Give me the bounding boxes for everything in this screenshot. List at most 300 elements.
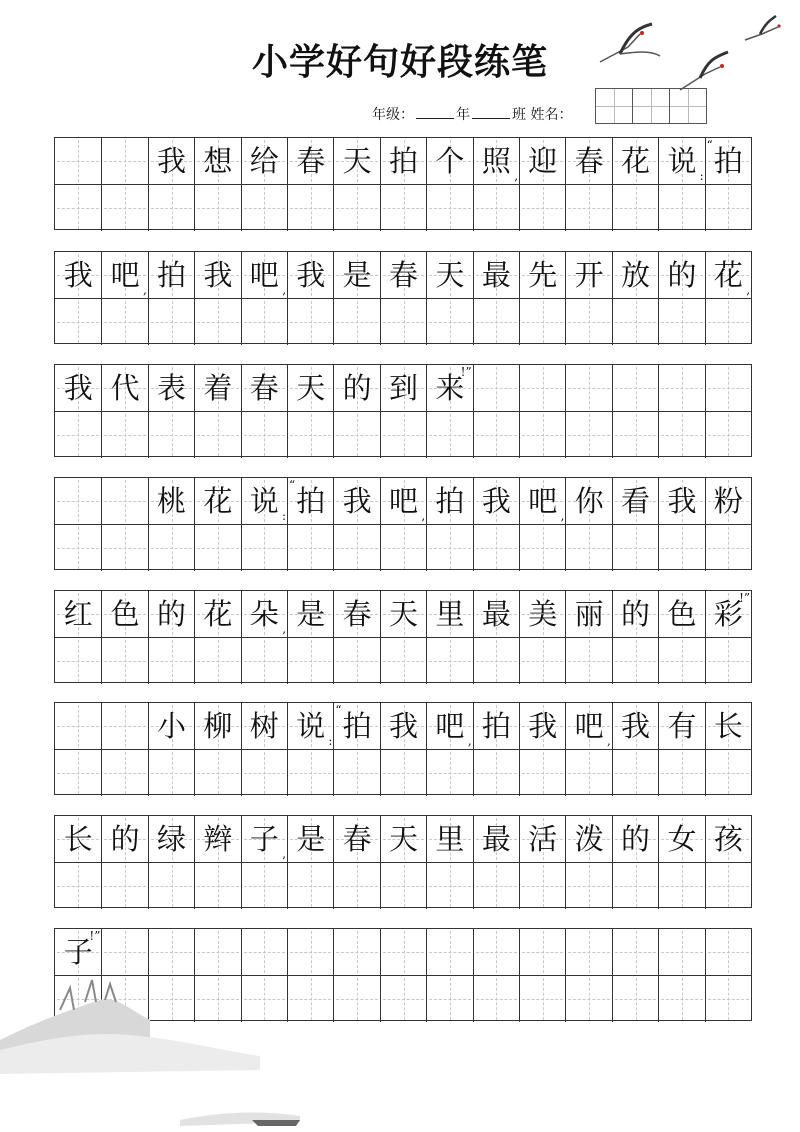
- grid-cell[interactable]: [565, 525, 611, 571]
- grid-cell[interactable]: [705, 929, 751, 975]
- grid-cell[interactable]: [473, 138, 519, 184]
- grid-cell[interactable]: [612, 525, 658, 571]
- grid-cell[interactable]: [612, 703, 658, 749]
- grid-cell[interactable]: [380, 252, 426, 298]
- character-glyph: 给: [249, 143, 279, 178]
- grid-cell[interactable]: [380, 412, 426, 458]
- grid-cell[interactable]: [519, 478, 565, 524]
- grid-character: [520, 138, 565, 184]
- grid-cell[interactable]: [55, 863, 101, 909]
- character-glyph: 我: [342, 483, 372, 518]
- grid-cell[interactable]: [380, 591, 426, 637]
- grid-cell[interactable]: [473, 750, 519, 796]
- grid-cell[interactable]: [333, 365, 379, 411]
- grid-character: [706, 591, 751, 637]
- grid-cell[interactable]: [194, 863, 240, 909]
- grid-cell[interactable]: [519, 252, 565, 298]
- grid-cell[interactable]: [101, 299, 147, 345]
- grid-cell[interactable]: [612, 863, 658, 909]
- grid-cell[interactable]: [705, 478, 751, 524]
- grid-cell[interactable]: [287, 929, 333, 975]
- grid-cell[interactable]: [473, 638, 519, 684]
- grid-cell[interactable]: [241, 252, 287, 298]
- grid-character: [334, 816, 379, 862]
- grid-cell[interactable]: [612, 929, 658, 975]
- grid-cell[interactable]: [473, 525, 519, 571]
- grid-cell[interactable]: [194, 138, 240, 184]
- grid-character: [55, 365, 101, 411]
- grid-cell[interactable]: [612, 478, 658, 524]
- grid-cell[interactable]: [194, 638, 240, 684]
- character-glyph: 最: [481, 821, 511, 856]
- grid-cell[interactable]: [241, 185, 287, 231]
- year-label: 年: [456, 107, 470, 123]
- grid-cell[interactable]: [426, 412, 472, 458]
- grid-cell[interactable]: [101, 185, 147, 231]
- grid-cell[interactable]: [612, 638, 658, 684]
- grid-cell[interactable]: [565, 299, 611, 345]
- grid-cell[interactable]: [148, 703, 194, 749]
- grid-cell[interactable]: [565, 703, 611, 749]
- grid-cell[interactable]: [194, 750, 240, 796]
- grid-cell[interactable]: [287, 525, 333, 571]
- grid-cell[interactable]: [55, 185, 101, 231]
- grid-character: [381, 591, 426, 637]
- writing-grid-row: [54, 477, 752, 570]
- character-glyph: 孩: [713, 821, 743, 856]
- grid-cell[interactable]: [101, 638, 147, 684]
- grid-cell[interactable]: [426, 185, 472, 231]
- grid-cell[interactable]: [473, 252, 519, 298]
- grid-cell[interactable]: [287, 591, 333, 637]
- grid-cell[interactable]: [194, 929, 240, 975]
- grid-cell[interactable]: [565, 816, 611, 862]
- grid-cell[interactable]: [194, 365, 240, 411]
- grid-cell[interactable]: [519, 863, 565, 909]
- grid-cell[interactable]: [426, 365, 472, 411]
- grid-cell[interactable]: [705, 252, 751, 298]
- grid-cell[interactable]: [658, 365, 704, 411]
- character-glyph: 桃: [156, 483, 186, 518]
- grid-cell[interactable]: [55, 365, 101, 411]
- grid-cell[interactable]: [241, 525, 287, 571]
- grid-cell[interactable]: [101, 703, 147, 749]
- grid-cell[interactable]: [565, 638, 611, 684]
- grid-character: [706, 703, 751, 749]
- grid-cell[interactable]: [148, 412, 194, 458]
- grid-cell[interactable]: [287, 863, 333, 909]
- grid-cell[interactable]: [658, 412, 704, 458]
- grid-character: [149, 591, 194, 637]
- grid-cell[interactable]: [658, 478, 704, 524]
- grid-character: [288, 703, 333, 749]
- grid-cell[interactable]: [333, 185, 379, 231]
- grid-cell[interactable]: [287, 365, 333, 411]
- writing-grid-row: [54, 364, 752, 457]
- character-glyph: 我: [156, 143, 186, 178]
- grid-cell[interactable]: [333, 638, 379, 684]
- grid-cell[interactable]: [241, 638, 287, 684]
- grid-cell[interactable]: [194, 816, 240, 862]
- grid-cell[interactable]: [55, 750, 101, 796]
- grid-cell[interactable]: [426, 976, 472, 1022]
- grid-cell[interactable]: [148, 299, 194, 345]
- grid-cell[interactable]: [658, 703, 704, 749]
- grid-cell[interactable]: [241, 412, 287, 458]
- grid-cell[interactable]: [426, 863, 472, 909]
- grid-cell[interactable]: [241, 365, 287, 411]
- grid-cell[interactable]: [101, 365, 147, 411]
- grid-character: [659, 816, 704, 862]
- grid-cell[interactable]: [148, 185, 194, 231]
- character-glyph: 吧: [528, 483, 558, 518]
- grid-cell[interactable]: [380, 365, 426, 411]
- grid-cell[interactable]: [565, 412, 611, 458]
- grid-cell[interactable]: [612, 816, 658, 862]
- grid-cell[interactable]: [194, 412, 240, 458]
- grid-cell[interactable]: [658, 299, 704, 345]
- grid-cell[interactable]: [705, 816, 751, 862]
- character-glyph: 的: [110, 821, 140, 856]
- grid-cell[interactable]: [55, 525, 101, 571]
- grid-cell[interactable]: [426, 591, 472, 637]
- grid-cell[interactable]: [241, 929, 287, 975]
- grid-cell[interactable]: [55, 138, 101, 184]
- grid-cell[interactable]: [658, 252, 704, 298]
- grid-cell[interactable]: [519, 412, 565, 458]
- grid-cell[interactable]: [658, 185, 704, 231]
- grid-cell[interactable]: [658, 138, 704, 184]
- grid-cell[interactable]: [473, 299, 519, 345]
- grid-cell[interactable]: [705, 750, 751, 796]
- character-glyph: 拍: [296, 483, 326, 518]
- grid-cell[interactable]: [658, 638, 704, 684]
- grid-cell[interactable]: [101, 478, 147, 524]
- character-glyph: 表: [156, 370, 186, 405]
- grid-cell[interactable]: [565, 591, 611, 637]
- grid-cell[interactable]: [333, 412, 379, 458]
- grid-character: [427, 591, 472, 637]
- grid-cell[interactable]: [426, 750, 472, 796]
- punctuation-mark: ,: [142, 283, 147, 297]
- grid-cell[interactable]: [101, 591, 147, 637]
- grid-cell[interactable]: [55, 299, 101, 345]
- grid-cell[interactable]: [612, 252, 658, 298]
- grid-cell[interactable]: [101, 863, 147, 909]
- grid-cell[interactable]: [612, 976, 658, 1022]
- grid-cell[interactable]: [565, 252, 611, 298]
- grid-cell[interactable]: [565, 976, 611, 1022]
- grid-cell[interactable]: [287, 703, 333, 749]
- grid-cell[interactable]: [426, 252, 472, 298]
- grid-cell[interactable]: [658, 525, 704, 571]
- grid-cell[interactable]: [333, 299, 379, 345]
- grid-cell[interactable]: [426, 703, 472, 749]
- character-glyph: 代: [110, 370, 140, 405]
- text-row: [55, 703, 751, 750]
- grid-cell[interactable]: [333, 478, 379, 524]
- grid-cell[interactable]: [565, 365, 611, 411]
- grid-cell[interactable]: [101, 412, 147, 458]
- grid-cell[interactable]: [287, 138, 333, 184]
- grid-character: [195, 365, 240, 411]
- punctuation-mark: :: [328, 734, 333, 748]
- grid-cell[interactable]: [333, 816, 379, 862]
- grid-cell[interactable]: [101, 252, 147, 298]
- grid-cell[interactable]: [658, 863, 704, 909]
- grid-cell[interactable]: [473, 703, 519, 749]
- grid-cell[interactable]: [612, 185, 658, 231]
- grid-cell[interactable]: [241, 703, 287, 749]
- grid-cell[interactable]: [287, 638, 333, 684]
- grid-cell[interactable]: [333, 252, 379, 298]
- character-glyph: 里: [435, 821, 465, 856]
- grid-cell[interactable]: [565, 478, 611, 524]
- character-glyph: 朵: [249, 596, 279, 631]
- grid-cell[interactable]: [148, 750, 194, 796]
- grid-cell[interactable]: [194, 299, 240, 345]
- grid-cell[interactable]: [148, 478, 194, 524]
- grid-cell[interactable]: [519, 525, 565, 571]
- grid-cell[interactable]: [658, 929, 704, 975]
- grid-cell[interactable]: [55, 591, 101, 637]
- grid-cell[interactable]: [148, 591, 194, 637]
- character-glyph: 色: [110, 596, 140, 631]
- character-glyph: 先: [528, 257, 558, 292]
- grid-cell[interactable]: [380, 863, 426, 909]
- character-glyph: 春: [342, 821, 372, 856]
- grid-cell[interactable]: [705, 591, 751, 637]
- grid-cell[interactable]: [612, 138, 658, 184]
- class-blank[interactable]: [472, 106, 510, 119]
- grid-character: [242, 591, 287, 637]
- punctuation-mark: !”: [460, 365, 472, 379]
- grid-cell[interactable]: [473, 412, 519, 458]
- grid-character: [474, 703, 519, 749]
- grade-blank[interactable]: [416, 106, 454, 119]
- grid-cell[interactable]: [519, 638, 565, 684]
- grid-cell[interactable]: [426, 816, 472, 862]
- grid-cell[interactable]: [241, 478, 287, 524]
- grid-cell[interactable]: [565, 750, 611, 796]
- grid-cell[interactable]: [241, 750, 287, 796]
- grid-cell[interactable]: [658, 750, 704, 796]
- grid-character: [55, 929, 101, 975]
- grid-cell[interactable]: [101, 750, 147, 796]
- grid-cell[interactable]: [705, 703, 751, 749]
- grid-cell[interactable]: [473, 185, 519, 231]
- grid-cell[interactable]: [287, 185, 333, 231]
- grid-cell[interactable]: [333, 703, 379, 749]
- grid-cell[interactable]: [55, 638, 101, 684]
- grid-cell[interactable]: [658, 976, 704, 1022]
- punctuation-mark: ,: [467, 734, 472, 748]
- grid-cell[interactable]: [380, 299, 426, 345]
- character-glyph: 美: [528, 596, 558, 631]
- grid-cell[interactable]: [705, 365, 751, 411]
- grid-cell[interactable]: [473, 863, 519, 909]
- grid-cell[interactable]: [380, 703, 426, 749]
- grid-cell[interactable]: [380, 929, 426, 975]
- grid-cell[interactable]: [705, 412, 751, 458]
- grid-cell[interactable]: [55, 412, 101, 458]
- grid-cell[interactable]: [333, 525, 379, 571]
- grid-cell[interactable]: [612, 412, 658, 458]
- grid-cell[interactable]: [380, 816, 426, 862]
- grid-cell[interactable]: [473, 976, 519, 1022]
- grid-cell[interactable]: [101, 816, 147, 862]
- grid-cell[interactable]: [287, 750, 333, 796]
- grid-character: [659, 478, 704, 524]
- grid-cell[interactable]: [658, 816, 704, 862]
- grid-cell[interactable]: [101, 929, 147, 975]
- grid-cell[interactable]: [148, 929, 194, 975]
- grid-cell[interactable]: [380, 750, 426, 796]
- grid-cell[interactable]: [380, 638, 426, 684]
- character-glyph: 粉: [713, 483, 743, 518]
- grid-cell[interactable]: [705, 638, 751, 684]
- grid-cell[interactable]: [519, 929, 565, 975]
- character-glyph: 看: [621, 483, 651, 518]
- grid-character: [195, 591, 240, 637]
- grid-cell[interactable]: [333, 750, 379, 796]
- grid-cell[interactable]: [148, 525, 194, 571]
- grid-character: [659, 252, 704, 298]
- grid-cell[interactable]: [519, 365, 565, 411]
- grid-cell[interactable]: [473, 591, 519, 637]
- character-glyph: 吧: [249, 257, 279, 292]
- grid-cell[interactable]: [333, 138, 379, 184]
- grid-cell[interactable]: [612, 299, 658, 345]
- grid-cell[interactable]: [194, 478, 240, 524]
- grid-cell[interactable]: [519, 703, 565, 749]
- grid-cell[interactable]: [612, 750, 658, 796]
- grid-cell[interactable]: [333, 863, 379, 909]
- grid-cell[interactable]: [426, 299, 472, 345]
- grid-cell[interactable]: [519, 185, 565, 231]
- grid-cell[interactable]: [565, 138, 611, 184]
- grid-cell[interactable]: [287, 478, 333, 524]
- grid-cell[interactable]: [333, 929, 379, 975]
- grid-cell[interactable]: [148, 638, 194, 684]
- grid-cell[interactable]: [426, 638, 472, 684]
- grid-cell[interactable]: [333, 591, 379, 637]
- grid-character: [520, 703, 565, 749]
- grid-cell[interactable]: [473, 478, 519, 524]
- grid-cell[interactable]: [287, 299, 333, 345]
- grid-cell[interactable]: [658, 591, 704, 637]
- grid-character: [613, 703, 658, 749]
- character-glyph: 春: [296, 143, 326, 178]
- grid-cell[interactable]: [519, 816, 565, 862]
- punctuation-mark: ,: [607, 734, 611, 748]
- grid-cell[interactable]: [519, 299, 565, 345]
- quote-mark: “: [289, 478, 296, 492]
- grid-cell[interactable]: [519, 976, 565, 1022]
- grid-cell[interactable]: [705, 185, 751, 231]
- grid-cell[interactable]: [565, 185, 611, 231]
- grid-cell[interactable]: [55, 929, 101, 975]
- grid-cell[interactable]: [287, 252, 333, 298]
- grid-cell[interactable]: [101, 138, 147, 184]
- character-glyph: 最: [481, 596, 511, 631]
- grid-cell[interactable]: [148, 138, 194, 184]
- grid-cell[interactable]: [194, 185, 240, 231]
- grid-cell[interactable]: [705, 525, 751, 571]
- grid-cell[interactable]: [241, 816, 287, 862]
- writing-grid-row: [54, 251, 752, 344]
- grid-character: [427, 138, 472, 184]
- grid-cell[interactable]: [55, 252, 101, 298]
- grid-cell[interactable]: [194, 525, 240, 571]
- character-glyph: 春: [342, 596, 372, 631]
- grid-cell[interactable]: [473, 816, 519, 862]
- grid-cell[interactable]: [705, 976, 751, 1022]
- grid-cell[interactable]: [287, 412, 333, 458]
- character-glyph: 子: [63, 934, 93, 969]
- grid-cell[interactable]: [519, 591, 565, 637]
- grid-cell[interactable]: [101, 525, 147, 571]
- grid-cell[interactable]: [426, 478, 472, 524]
- grid-cell[interactable]: [148, 816, 194, 862]
- grid-cell[interactable]: [241, 299, 287, 345]
- grid-cell[interactable]: [194, 252, 240, 298]
- grid-cell[interactable]: [705, 863, 751, 909]
- grid-cell[interactable]: [148, 252, 194, 298]
- grid-character: [102, 252, 147, 298]
- grid-cell[interactable]: [55, 703, 101, 749]
- grid-cell[interactable]: [380, 525, 426, 571]
- character-glyph: 花: [621, 143, 651, 178]
- grid-cell[interactable]: [55, 478, 101, 524]
- character-glyph: 放: [621, 257, 651, 292]
- grid-cell[interactable]: [287, 816, 333, 862]
- grid-cell[interactable]: [241, 138, 287, 184]
- grid-cell[interactable]: [473, 929, 519, 975]
- grid-cell[interactable]: [426, 525, 472, 571]
- grid-cell[interactable]: [426, 138, 472, 184]
- grid-cell[interactable]: [380, 478, 426, 524]
- character-glyph: 吧: [574, 708, 604, 743]
- character-glyph: 个: [435, 143, 465, 178]
- grid-cell[interactable]: [519, 750, 565, 796]
- grid-cell[interactable]: [612, 365, 658, 411]
- grid-cell[interactable]: [194, 591, 240, 637]
- grid-cell[interactable]: [612, 591, 658, 637]
- grid-cell[interactable]: [705, 299, 751, 345]
- grid-cell[interactable]: [565, 863, 611, 909]
- grid-cell[interactable]: [519, 138, 565, 184]
- grid-character: [334, 591, 379, 637]
- grid-cell[interactable]: [241, 591, 287, 637]
- grid-cell[interactable]: [426, 929, 472, 975]
- grid-character: [566, 703, 611, 749]
- character-glyph: 春: [249, 370, 279, 405]
- landscape-decoration: [0, 970, 430, 1132]
- quote-mark: “: [706, 138, 713, 152]
- grid-cell[interactable]: [148, 365, 194, 411]
- grid-cell[interactable]: [705, 138, 751, 184]
- grid-cell[interactable]: [565, 929, 611, 975]
- grid-cell[interactable]: [473, 365, 519, 411]
- grid-cell[interactable]: [148, 863, 194, 909]
- grid-cell[interactable]: [194, 703, 240, 749]
- grid-cell[interactable]: [380, 185, 426, 231]
- grid-cell[interactable]: [55, 816, 101, 862]
- grid-cell[interactable]: [380, 138, 426, 184]
- practice-row: [55, 638, 751, 684]
- grid-cell[interactable]: [241, 863, 287, 909]
